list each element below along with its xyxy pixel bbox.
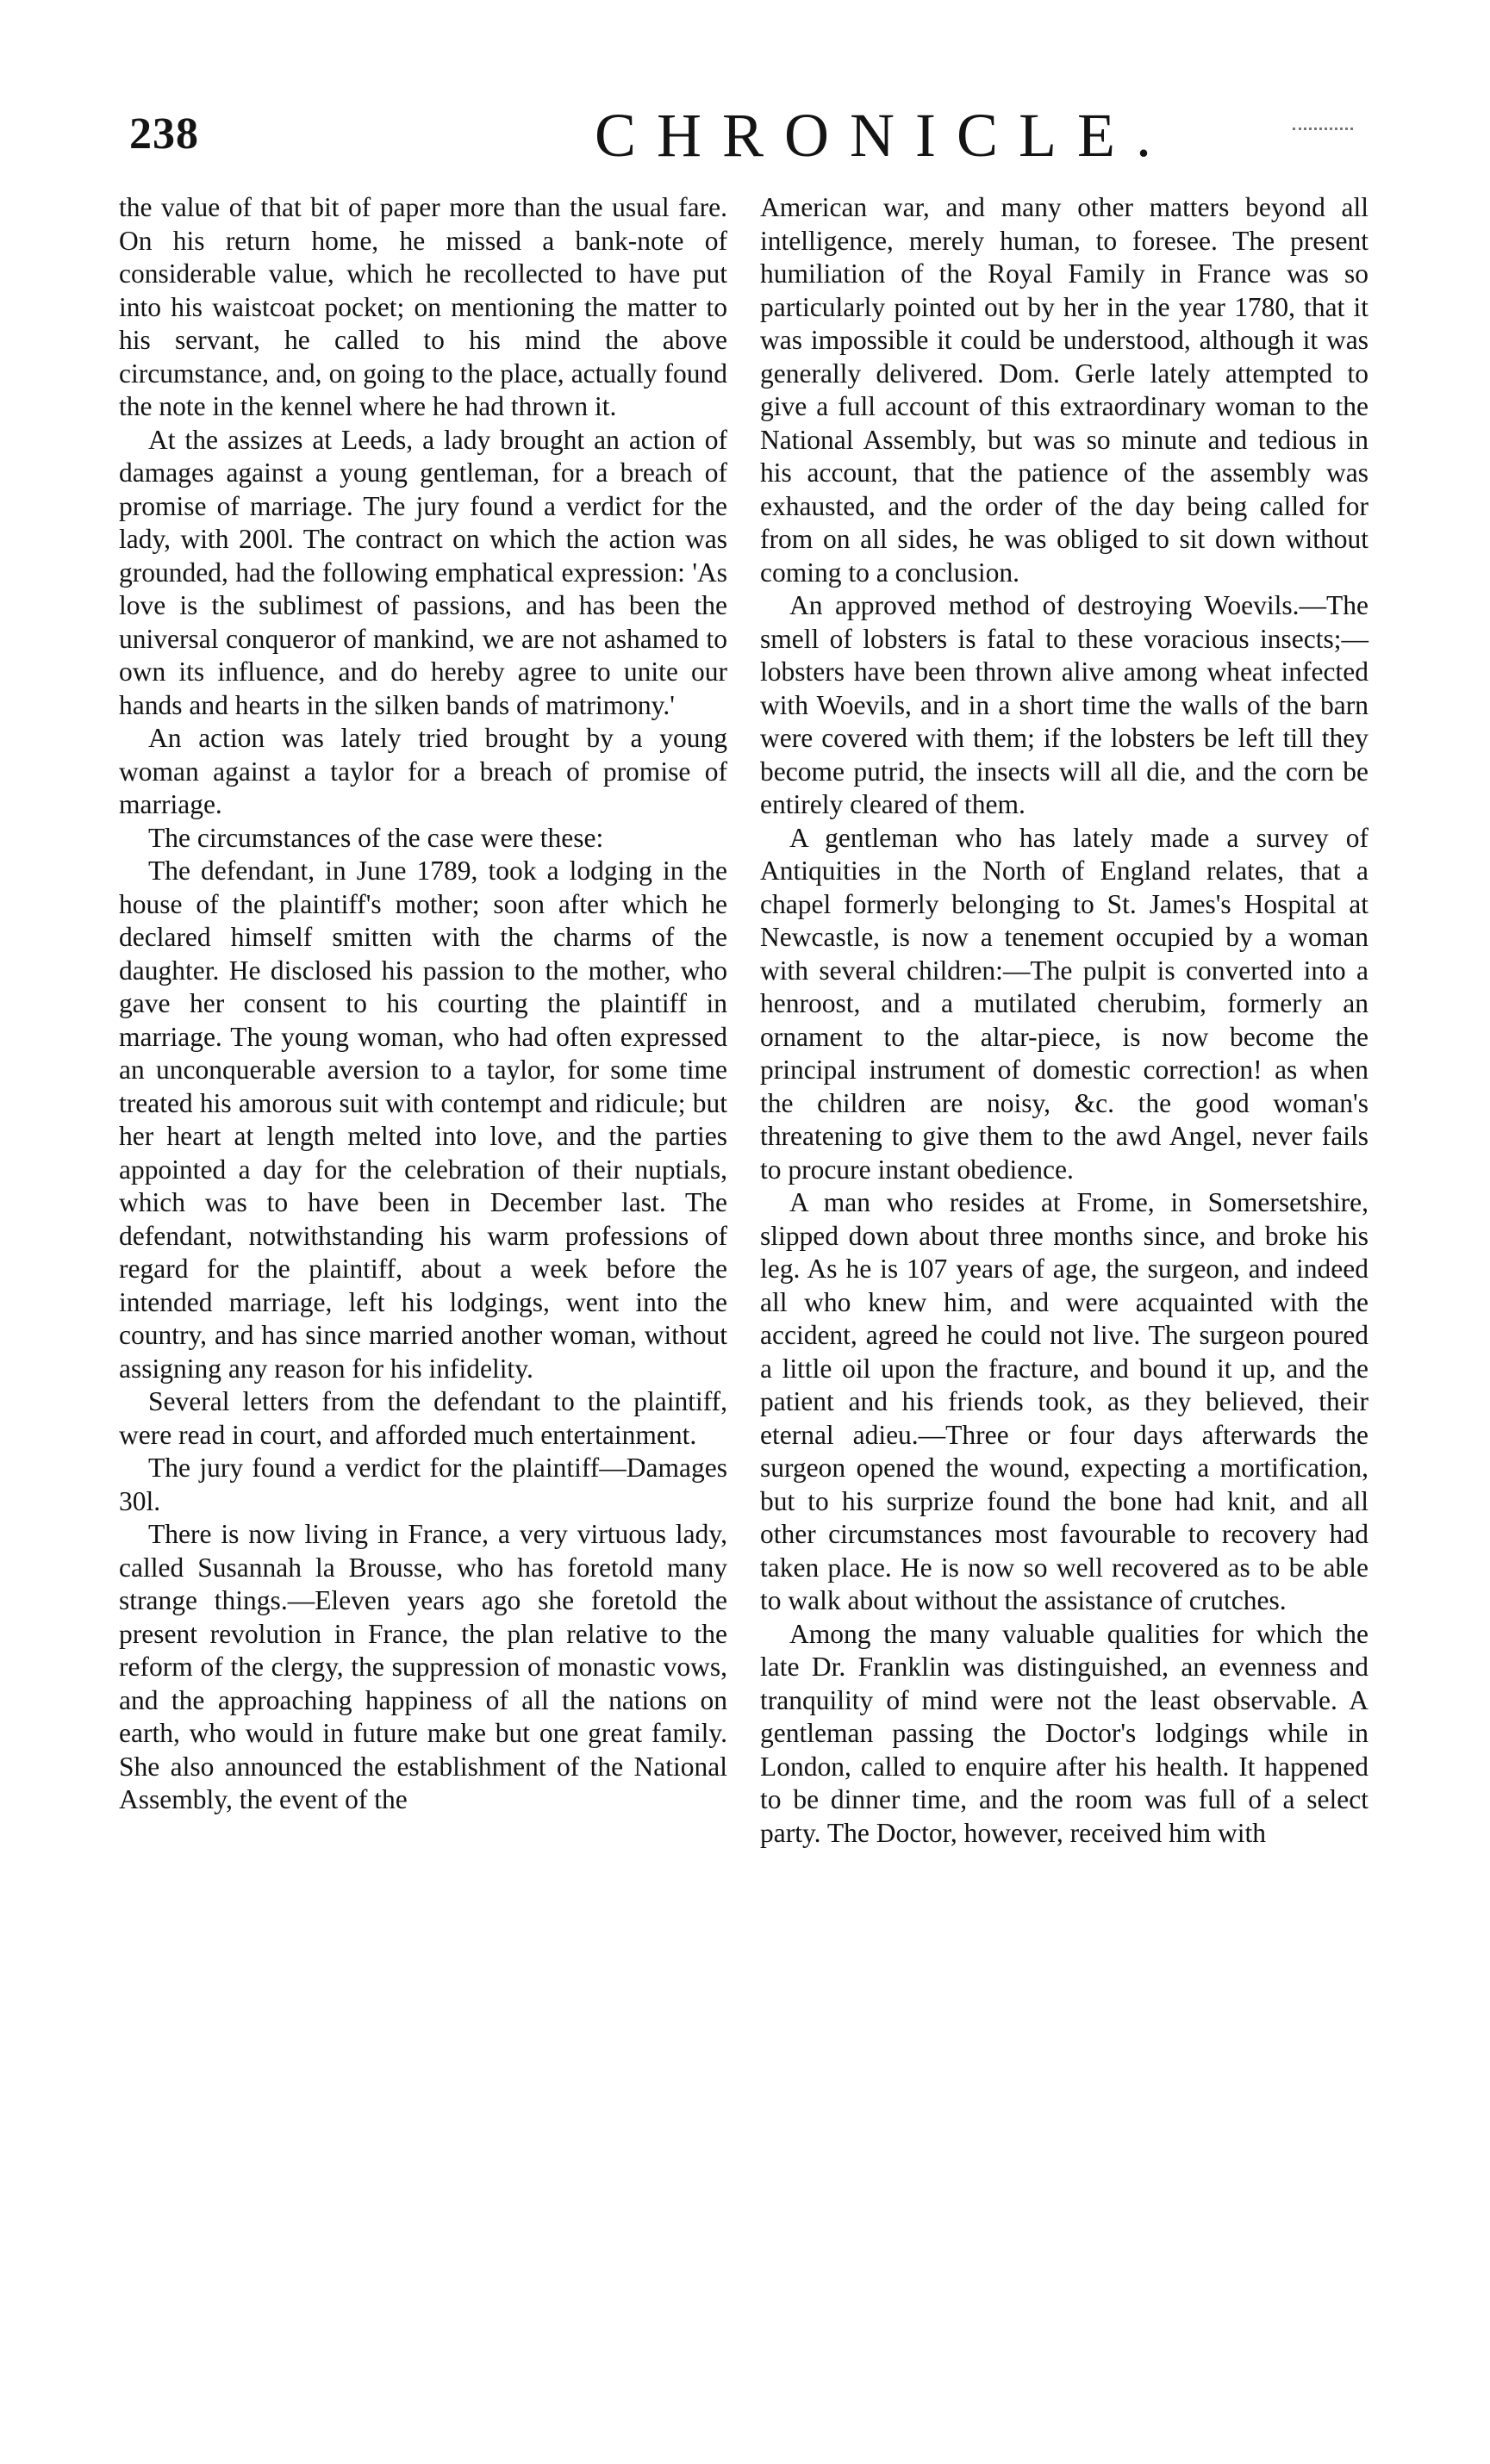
paragraph: A gentleman who has lately made a survey of Antiquities in the North of England relates, that a chapel formerly belonging to St. James's Hospital at Newcastle, is now a tenement occupied by a woman with several children:—The pulpit is converted into a henroost, and a mutilated cherubim, formerly an ornament to the altar-piece, is now become the principal instrument of domestic correction! as when the children are noisy, &c. the good woman's threatening to give them to the awd Angel, never fails to procure instant obedience.	[760, 822, 1368, 1185]
paragraph: An action was lately tried brought by a young woman against a taylor for a breach of promise of marriage.	[119, 723, 727, 819]
paragraph: American war, and many other matters beyond all intelligence, merely human, to foresee. The present humiliation of the Royal Family in France was so particularly pointed out by her in the year 1780, that it was impossible it could be understood, although it was generally delivered. Dom. Gerle lately attempted to give a full account of this extraordinary woman to the National Assembly, but was so minute and tedious in his account, that the patience of the assembly was exhausted, and the order of the day being called for from on all sides, he was obliged to sit down without coming to a conclusion.	[760, 192, 1368, 588]
page-header	[129, 93, 1379, 171]
right-column	[760, 191, 1368, 1850]
page-number: 238	[129, 109, 199, 159]
paragraph: Among the many valuable qualities for which the late Dr. Franklin was distinguished, an evenness and tranquility of mind were not the least observable. A gentleman passing the Doctor's lodgings while in London, called to enquire after his health. It happened to be dinner time, and the room was full of a select party. The Doctor, however, received him with	[760, 1618, 1368, 1848]
paragraph: At the assizes at Leeds, a lady brought an action of damages against a young gentleman, for a breach of promise of marriage. The jury found a verdict for the lady, with 200l. The contract on which the action was grounded, had the following emphatical expression: 'As love is the sublimest of passions, and has been the universal conqueror of mankind, we are not ashamed to own its influence, and do hereby agree to unite our hands and hearts in the silken bands of matrimony.'	[119, 424, 727, 720]
paragraph: An approved method of destroying Woevils.—The smell of lobsters is fatal to these voracious insects;—lobsters have been thrown alive among wheat infected with Woevils, and in a short time the walls of the barn were covered with them; if the lobsters be left till they become putrid, the insects will all die, and the corn be entirely cleared of them.	[760, 590, 1368, 819]
printer-mark	[1293, 128, 1353, 146]
paragraph: The circumstances of the case were these:	[148, 822, 604, 853]
paragraph: The jury found a verdict for the plaintiff—Damages 30l.	[119, 1453, 727, 1516]
paragraph: the value of that bit of paper more than the usual fare. On his return home, he missed a bank-note of considerable value, which he recollected to have put into his waistcoat pocket; on mentioning the matter to his servant, he called to his mind the above circumstance, and, on going to the place, actually found the note in the kennel where he had thrown it.	[119, 192, 727, 421]
paragraph: The defendant, in June 1789, took a lodging in the house of the plaintiff's mother; soon after which he declared himself smitten with the charms of the daughter. He disclosed his passion to the mother, who gave her consent to his courting the plaintiff in marriage. The young woman, who had often expressed an unconquerable aversion to a taylor, for some time treated his amorous suit with contempt and ridicule; but her heart at length melted into love, and the parties appointed a day for the celebration of their nuptials, which was to have been in December last. The defendant, notwithstanding his warm professions of regard for the plaintiff, about a week before the intended marriage, left his lodgings, went into the country, and has since married another woman, without assigning any reason for his infidelity.	[119, 856, 727, 1384]
running-head: CHRONICLE.	[595, 101, 1172, 170]
paragraph: A man who resides at Frome, in Somersetshire, slipped down about three months since, and broke his leg. As he is 107 years of age, the surgeon, and indeed all who knew him, and were acquainted with the accident, agreed he could not live. The surgeon poured a little oil upon the fracture, and bound it up, and the patient and his friends took, as they believed, their eternal adieu.—Three or four days afterwards the surgeon opened the wound, expecting a mortification, but to his surprize found the bone had knit, and all other circumstances most favourable to recovery had taken place. He is now so well recovered as to be able to walk about without the assistance of crutches.	[760, 1187, 1368, 1615]
left-column	[119, 191, 727, 1817]
paragraph: Several letters from the defendant to the plaintiff, were read in court, and afforded much entertainment.	[119, 1386, 727, 1450]
paragraph: There is now living in France, a very virtuous lady, called Susannah la Brousse, who has foretold many strange things.—Eleven years ago she foretold the present revolution in France, the plan relative to the reform of the clergy, the suppression of monastic vows, and the approaching happiness of all the nations on earth, who would in future make but one great family. She also announced the establishment of the National Assembly, the event of the	[119, 1519, 727, 1814]
